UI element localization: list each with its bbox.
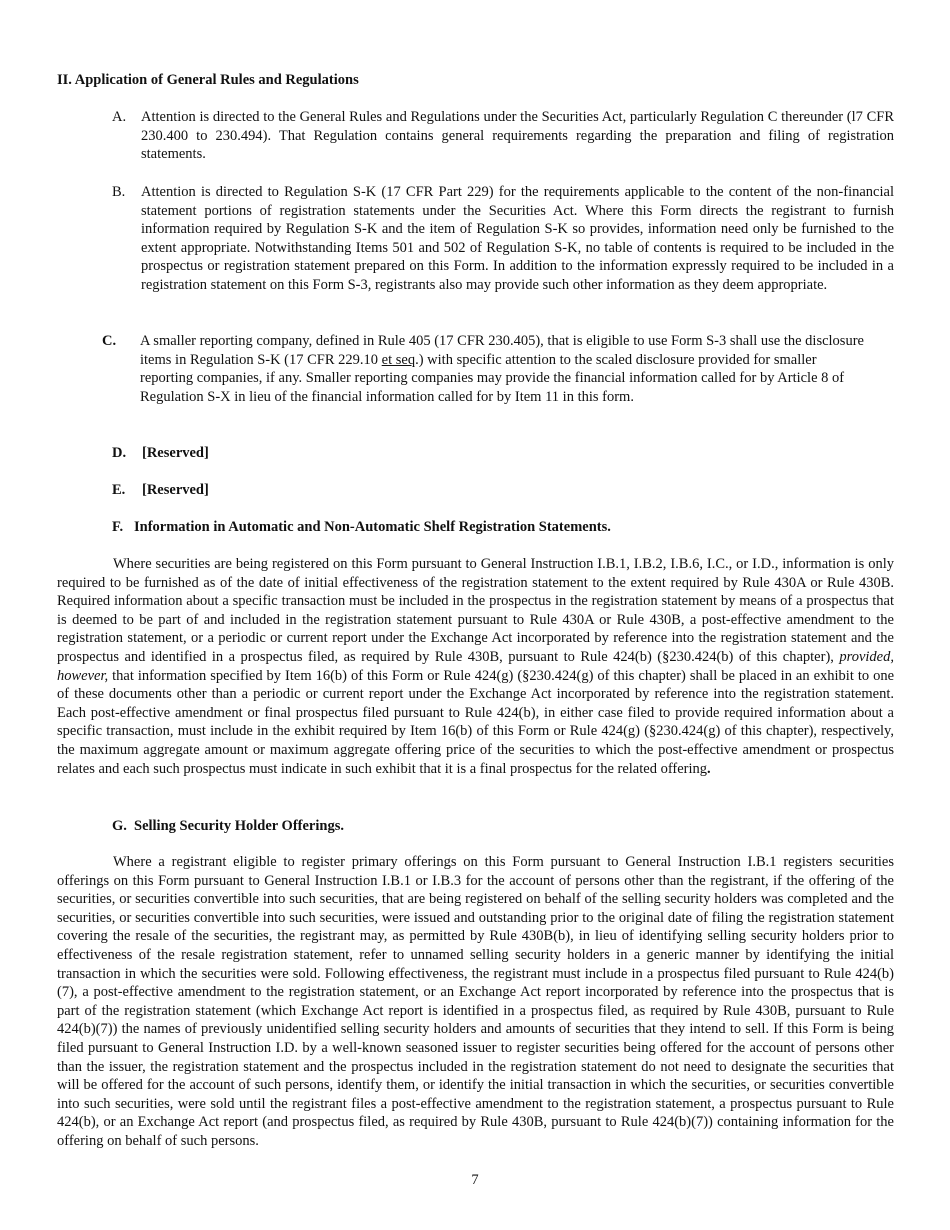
item-f-title: Information in Automatic and Non-Automatic Shelf Registration Statements. [134, 519, 611, 535]
item-f-paragraph [57, 555, 894, 778]
item-f-text-part: Where securities are being registered on this Form pursuant to General Instruction I.B.1, I.B.2, I.B.6, I.C., or I.D., information is only required to be furnished as of the date of initial effectiveness of the registration statement to the extent required by Rule 430A or Rule 430B. Required information about a specific transaction must be included in the prospectus in the registration statement by means of a prospectus that is deemed to be part of and included in the registration statement pursuant to Rule 430A or Rule 430B, a post-effective amendment to the registration statement, or a periodic or current report under the Exchange Act incorporated by reference into the registration statement and the prospectus and identified in a prospectus filed, as required by Rule 430B, pursuant to Rule 424(b) (§230.424(b) of this chapter), [57, 556, 894, 665]
item-f-heading [112, 518, 611, 537]
item-d-letter: D. [112, 445, 127, 461]
page-number: 7 [471, 1172, 479, 1188]
item-b-text: Attention is directed to Regulation S-K (17 CFR Part 229) for the requirements applicable to the content of the non-financial statement portions of registration statements under the Securities Act. Where this Form directs the registrant to furnish information required by Regulation S-K and the item of Regulation S-K so provides, information need only be furnished to the extent appropriate. Notwithstanding Items 501 and 502 of Regulation S-K, no table of contents is required to be included in the prospectus or registration statement prepared on this Form. In addition to the information expressly required to be included in a registration statement on this Form S-3, registrants also may provide such other information as they deem appropriate. [141, 184, 894, 293]
item-f-text-part: that information specified by Item 16(b) of this Form or Rule 424(g) (§230.424(g) of this chapter) shall be placed in an exhibit to one of these documents other than a periodic or current report under the Exchange Act incorporated by reference into the registration statement. Each post-effective amendment or final prospectus filed pursuant to Rule 424(b), in either case filed to provide required information about a specific transaction, must include in the exhibit required by Item 16(b) of this Form or Rule 424(g) (§230.424(g) of this chapter), respectively, the maximum aggregate amount or maximum aggregate offering price of the securities to which the post-effective amendment or prospectus relates and each such prospectus must indicate in such exhibit that it is a final prospectus for the related offering [57, 667, 894, 777]
item-g-paragraph: Where a registrant eligible to register primary offerings on this Form pursuant to General Instruction I.B.1 registers securities offerings on this Form pursuant to General Instruction I.B.1 or I.B.3 for the account of persons other than the registrant, if the offering of the securities, or securities convertible into such securities, that are being registered on behalf of the selling security holders was completed and the securities, or securities convertible into such securities, were issued and outstanding prior to the original date of filing the registration statement covering the resale of the securities, the registrant may, as permitted by Rule 430B(b), in lieu of identifying selling security holders prior to effectiveness of the resale registration statement, refer to unnamed selling security holders in a generic manner by identifying the initial transaction in which the securities were sold. Following effectiveness, the registrant must include in a prospectus filed pursuant to Rule 424(b)(7), a post-effective amendment to the registration statement, or an Exchange Act report incorporated by reference into the prospectus that is part of the registration statement (which Exchange Act report is identified in a prospectus filed, as required by Rule 430B, pursuant to Rule 424(b)(7)) the names of previously unidentified selling security holders and amounts of securities that they intend to sell. If this Form is being filed pursuant to General Instruction I.D. by a well-known seasoned issuer to register securities being offered for the account of persons other than the issuer, the registration statement and the prospectus included in the registration statement do not need to designate the securities that will be offered for the account of such persons, identify them, or identify the initial transaction in which the securities, or securities convertible into such securities, were sold until the registrant files a post-effective amendment to the registration statement, a prospectus pursuant to Rule 424(b), or an Exchange Act report (and prospectus filed, as required by Rule 430B, pursuant to Rule 424(b)(7)) containing information for the offering on behalf of such persons. [57, 854, 894, 1149]
item-f-letter: F. [112, 519, 124, 535]
item-c-text-part: .) with specific attention to the scaled disclosure provided for smaller reporting companies, if any. Smaller reporting companies may provide the financial information called for by Article 8 of Regulation S-X in lieu of the financial information called for by Item 11 in this form. [140, 351, 845, 405]
item-f-end: . [707, 760, 711, 777]
item-c [102, 332, 902, 406]
item-a-text: Attention is directed to the General Rules and Regulations under the Securities Act, particularly Regulation C thereunder (l7 CFR 230.400 to 230.494). That Regulation contains general requirements regarding the preparation and filing of registration statements. [141, 109, 894, 163]
item-b [112, 183, 894, 295]
item-g-letter: G. [112, 818, 127, 834]
item-e-letter: E. [112, 482, 126, 498]
item-a [112, 108, 894, 164]
item-b-letter: B. [112, 184, 126, 200]
item-g-title: Selling Security Holder Offerings. [134, 818, 344, 834]
item-d-title: [Reserved] [142, 445, 209, 461]
item-g-heading [112, 817, 344, 836]
item-d-heading [112, 444, 209, 463]
item-c-text [140, 332, 870, 406]
item-a-letter: A. [112, 109, 127, 125]
item-e-title: [Reserved] [142, 482, 209, 498]
item-c-letter: C. [102, 333, 117, 349]
section-heading: II. Application of General Rules and Regulations [57, 72, 359, 88]
item-f-italic: provided, however, [57, 648, 894, 684]
item-e-heading [112, 481, 209, 500]
item-c-text-part: A smaller reporting company, defined in Rule 405 (17 CFR 230.405), that is eligible to use Form S-3 shall use the disclosure items in Regulation S-K (17 CFR 229.10 [140, 333, 864, 368]
item-c-underlined: et seq [381, 351, 416, 368]
